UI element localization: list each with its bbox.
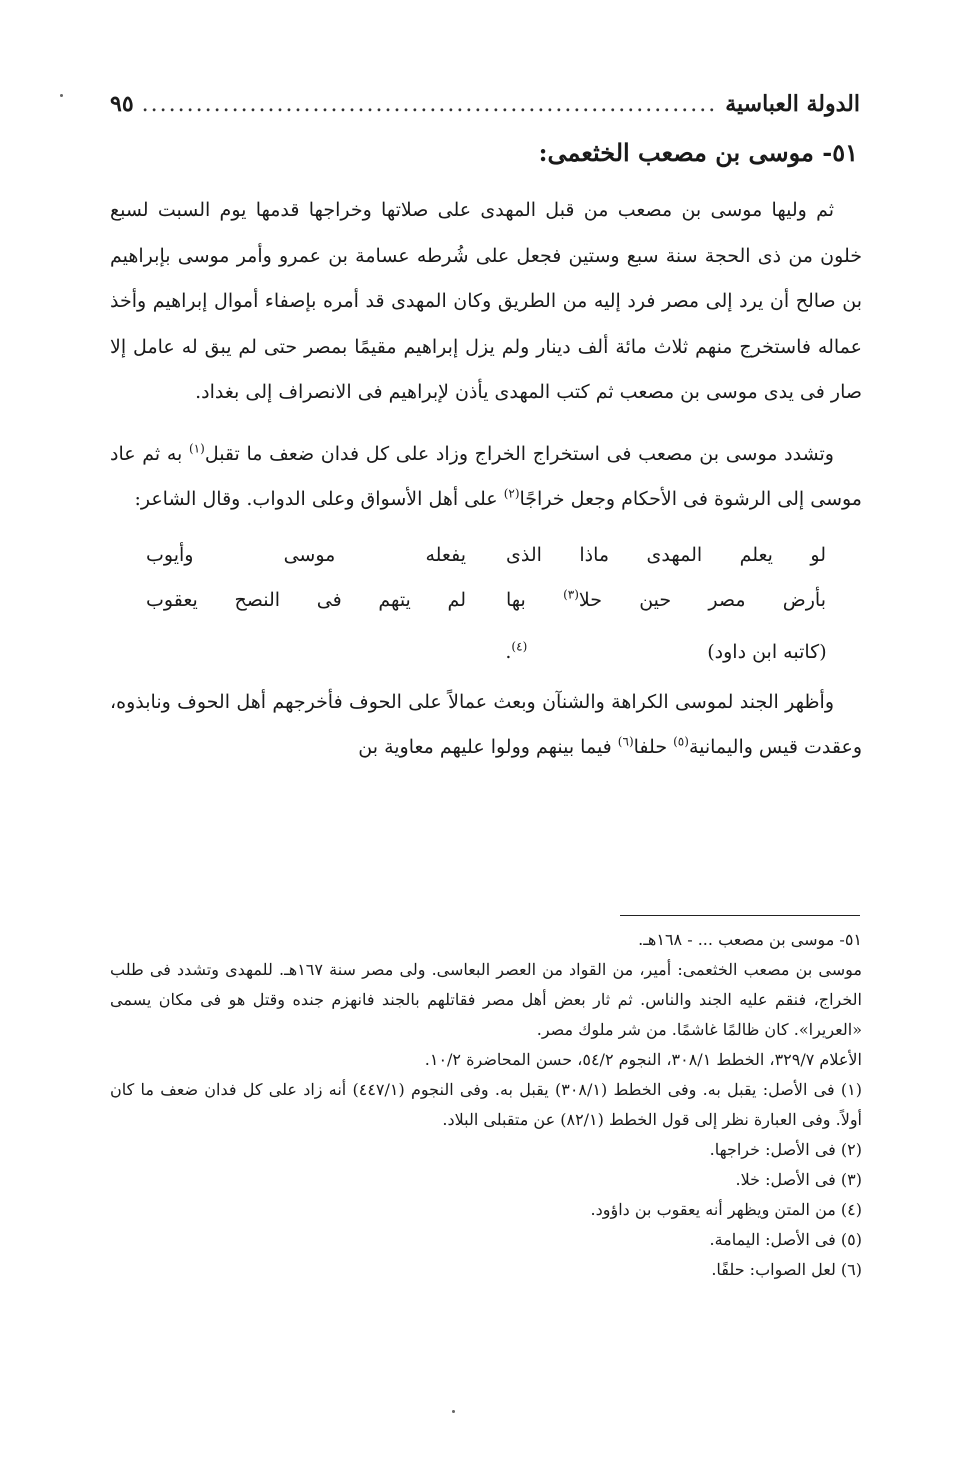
- paragraph-3-part-a: وأظهر الجند لموسى الكراهة والشنآن وبعث عمالاً على الحوف فأخرجهم أهل الحوف ونابذوه، وعقدت قيس واليمانية: [110, 690, 862, 758]
- scan-speck: [452, 1410, 455, 1413]
- bio-heading: ٥١- موسى بن مصعب ... - ١٦٨هـ.: [638, 930, 862, 949]
- footnote-2: (٢) فى الأصل: خراجها.: [709, 1140, 862, 1159]
- bio-text: موسى بن مصعب الخثعمى: أمير، من القواد من العصر البعاسى. ولى مصر سنة ١٦٧هـ. للمهدى وتشدد فى طلب الخراج، فنقم عليه الجند والناس. ثم ثار بعض أهل مصر فقاتلهم بالجند فانهزم جنده وقتل هو فى مكان يسمى «العريرا». كان ظالمًا غاشمًا. من شر ملوك مصر.: [110, 960, 862, 1039]
- footnotes: [110, 925, 862, 1285]
- section-heading: ٥١- موسى بن مصعب الخثعمى:: [538, 138, 858, 167]
- header-title: الدولة العباسية: [725, 91, 860, 117]
- footnote-ref-1[interactable]: (١): [188, 441, 205, 456]
- footnote-ref-4[interactable]: (٤): [511, 639, 528, 654]
- poem-line-2-first-hemistich: [506, 578, 826, 624]
- poem: [110, 533, 862, 680]
- footnote-6: (٦) لعل الصواب: حلفًا.: [711, 1260, 862, 1279]
- poem-line-2-text-b: بها: [506, 589, 564, 611]
- page-number: ٩٥: [110, 91, 134, 117]
- footnote-ref-3[interactable]: (٣): [563, 587, 579, 602]
- paragraph-3-part-b: حلفا: [633, 736, 674, 758]
- poem-line-1-second-hemistich: يفعله موسى وأيوب: [146, 543, 466, 566]
- scan-speck: [60, 94, 63, 97]
- paragraph-2-part-b: به ثم عاد موسى إلى الرشوة فى الأحكام وجعل خراجًا: [110, 442, 862, 510]
- footnote-ref-2[interactable]: (٢): [503, 486, 520, 501]
- poem-line-2-text-a: بأرض مصر حين حلا: [578, 589, 826, 611]
- footnote-ref-6[interactable]: (٦): [617, 734, 634, 749]
- footnote-1: (١) فى الأصل: يقبل به. وفى الخطط (٣٠٨/١) يقبل به. وفى النجوم (٤٤٧/١) أنه زاد على كل فدان ضعف ما كان أولاً. وفى العبارة نظر إلى قول الخطط (٨٢/١) عن متقبلى البلاد.: [110, 1080, 862, 1129]
- footnote-separator: [620, 915, 860, 916]
- paragraph-3: [110, 680, 862, 771]
- main-text: [110, 188, 862, 771]
- paragraph-3-part-c: فيما بينهم وولوا عليهم معاوية بن: [358, 736, 618, 758]
- paragraph-2-part-c: على أهل الأسواق وعلى الدواب. وقال الشاعر:: [134, 488, 504, 510]
- paragraph-2: [110, 432, 862, 523]
- running-header: [110, 86, 860, 122]
- poem-line-2-second-hemistich: لم يتهم فى النصح يعقوب: [146, 589, 466, 611]
- poem-line-1: [110, 533, 862, 579]
- footnote-3: (٣) فى الأصل: خلا.: [735, 1170, 862, 1189]
- bio-references: الأعلام ٣٢٩/٧، الخطط ٣٠٨/١، النجوم ٥٤/٢، حسن المحاضرة ١٠/٢.: [424, 1050, 862, 1069]
- poem-line-2: [110, 578, 862, 624]
- footnote-4: (٤) من المتن ويظهر أنه يعقوب بن داؤود.: [590, 1200, 862, 1219]
- poem-line-1-first-hemistich: لو يعلم المهدى ماذا الذى: [506, 543, 826, 566]
- poem-attribution: [110, 624, 862, 680]
- footnote-5: (٥) فى الأصل: اليمامة.: [709, 1230, 862, 1249]
- poem-attribution-period: .: [505, 640, 512, 663]
- poem-attribution-text: (كاتبه ابن داود): [707, 640, 827, 663]
- paragraph-2-part-a: وتشدد موسى بن مصعب فى استخراج الخراج وزاد على كل فدان ضعف ما تقبل: [204, 442, 834, 465]
- header-leader-dots: [142, 92, 718, 117]
- paragraph-1: ثم وليها موسى بن مصعب من قبل المهدى على صلاتها وخراجها قدمها يوم السبت لسبع خلون من ذى الحجة سنة سبع وستين فجعل على شُرطه عسامة بن عمرو وأمر موسى بإبراهيم بن صالح أن يرد إلى مصر فرد إليه من الطريق وكان المهدى قد أمره بإصفاء أموال إبراهيم وأخذ عماله فاستخرج منهم ثلاث مائة ألف دينار ولم يزل إبراهيم مقيمًا بمصر حتى لم يبق له عامل إلا صار فى يدى موسى بن مصعب ثم كتب المهدى يأذن لإبراهيم فى الانصراف إلى بغداد.: [110, 199, 862, 403]
- footnote-ref-5[interactable]: (٥): [673, 734, 689, 749]
